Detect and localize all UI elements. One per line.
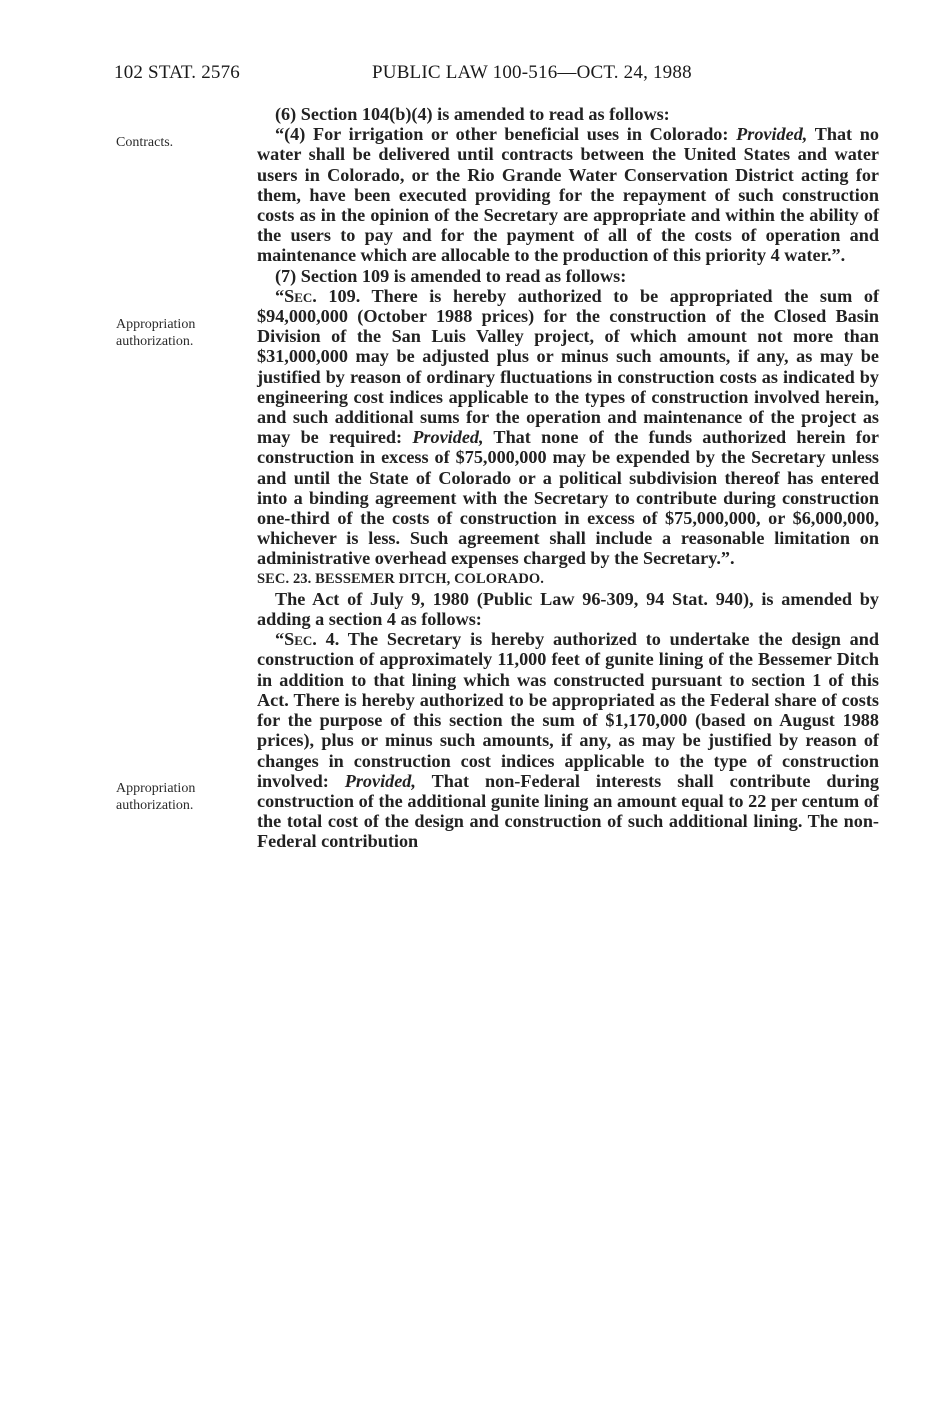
margin-note-appropriation-2: Appropriation authorization. xyxy=(116,781,196,813)
section-heading: SEC. 23. BESSEMER DITCH, COLORADO. xyxy=(257,570,545,587)
paragraph-irrigation: “(4) For irrigation or other beneficial uses in Colorado: Provided, That no water shall be delivered until contracts between the United States and water users in Colorado, or the Rio Grande Water Conservation District acting for them, have been executed providing for the repayment of such construction costs as in the opinion of the Secretary are appropriate and within the ability of the users to pay and for the payment of all of the costs of operation and maintenance which are allocable to the production of this priority 4 water.”. xyxy=(257,124,879,266)
paragraph-act-amend: The Act of July 9, 1980 (Public Law 96-309, 94 Stat. 940), is amended by adding a section 4 as follows: xyxy=(257,588,879,630)
provided-italic: Provided, xyxy=(344,770,416,791)
paragraph-sec-109: “Sec. 109. There is hereby authorized to be appropriated the sum of $94,000,000 (October 1988 prices) for the construction of the Closed Basin Division of the San Luis Valley project, of which amount not more than $31,000,000 may be adjusted plus or minus such amounts, if any, as may be justified by reason of ordinary fluctuations in construction costs as indicated by engineering cost indices applicable to the types of construction involved herein, and such additional sums for the operation and maintenance of the project as may be required: Provided, That none of the funds authorized herein for construction in excess of $75,000,000 may be expended by the Secretary unless and until the State of Colorado or a political subdivision thereof has entered into a binding agreement with the Secretary to contribute during construction one-third of the costs of construction in excess of $75,000,000, or $6,000,000, whichever is less. Such agreement shall include a reasonable limitation on administrative overhead expenses charged by the Secretary.”. xyxy=(257,285,879,569)
provided-italic: Provided, xyxy=(412,427,484,448)
sec-label: Sec. xyxy=(284,629,317,650)
sec-label: Sec. xyxy=(284,285,317,306)
public-law-citation: PUBLIC LAW 100-516—OCT. 24, 1988 xyxy=(372,62,692,83)
paragraph-amend-104: (6) Section 104(b)(4) is amended to read as follows: xyxy=(275,104,670,124)
provided-italic: Provided, xyxy=(736,124,808,145)
margin-note-appropriation-1: Appropriation authorization. xyxy=(116,317,196,349)
stat-page-number: 102 STAT. 2576 xyxy=(114,62,241,83)
paragraph-sec-4: “Sec. 4. The Secretary is hereby authorized to undertake the design and construction of approximately 11,000 feet of gunite lining of the Bessemer Ditch in addition to that lining which was constructed pursuant to section 1 of this Act. There is hereby authorized to be appropriated as the Federal share of costs for the purpose of this section the sum of $1,170,000 (based on August 1988 prices), plus or minus such amounts, if any, as may be justified by reason of changes in construction cost indices applicable to the type of construction involved: Provided, That non-Federal interests shall contribute during construction of the additional gunite lining an amount equal to 22 per centum of the total cost of the design and construction of such additional lining. The non-Federal contribution xyxy=(257,629,879,852)
margin-note-contracts: Contracts. xyxy=(116,135,174,150)
body-text xyxy=(257,104,879,852)
paragraph-amend-109: (7) Section 109 is amended to read as follows: xyxy=(275,265,627,286)
page-header xyxy=(114,62,884,88)
